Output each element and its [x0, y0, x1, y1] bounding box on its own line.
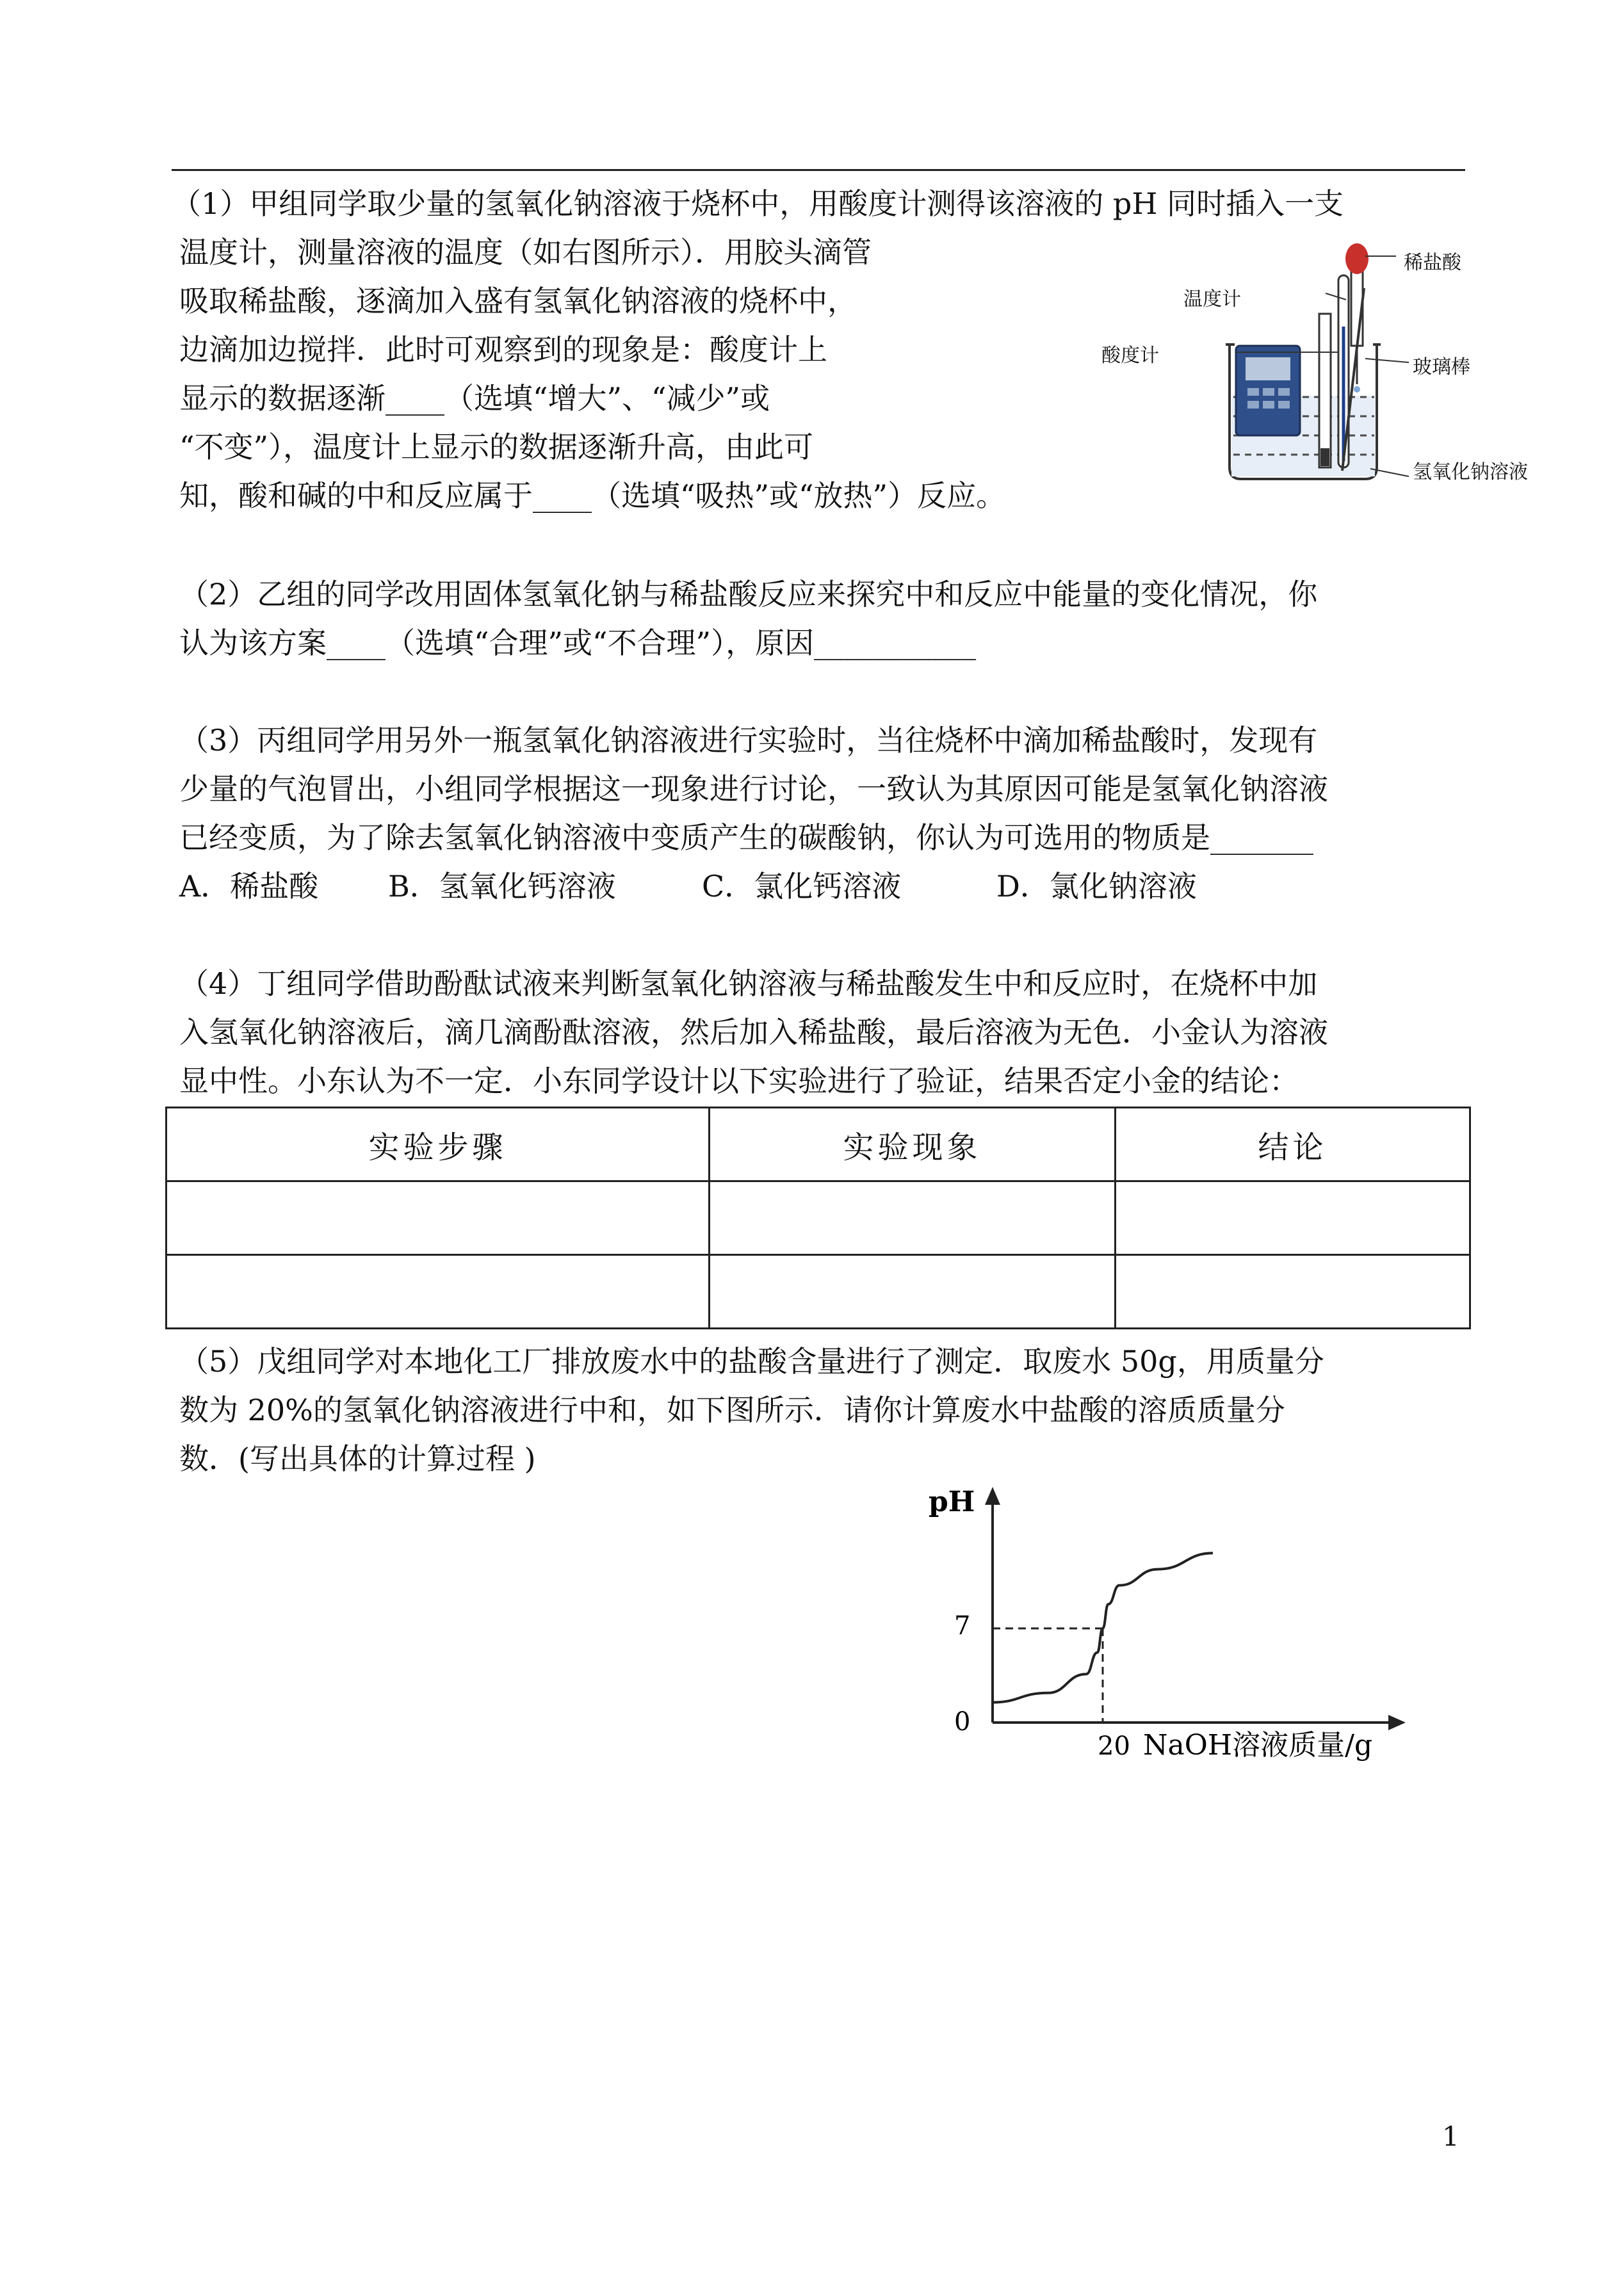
- table-cell-empty[interactable]: [1116, 1181, 1470, 1255]
- chart-y-axis-arrow: [985, 1487, 1000, 1505]
- table-row: [166, 1181, 1470, 1255]
- chart-xtick-20: 20: [1098, 1731, 1130, 1761]
- table-cell-empty[interactable]: [710, 1255, 1116, 1329]
- table-cell-empty[interactable]: [1116, 1255, 1470, 1329]
- q1-line1: （1）甲组同学取少量的氢氧化钠溶液于烧杯中，用酸度计测得该溶液的 pH 同时插入一支: [172, 186, 1344, 221]
- table-cell-empty[interactable]: [710, 1181, 1116, 1255]
- q5-line1: （5）戊组同学对本地化工厂排放废水中的盐酸含量进行了测定．取废水 50g，用质量分: [179, 1344, 1324, 1379]
- experiment-table: [165, 1107, 1471, 1329]
- figure-label-acid: 稀盐酸: [1404, 252, 1461, 274]
- table-header-conclusion: 结论: [1116, 1108, 1470, 1181]
- page-number: 1: [1442, 2121, 1459, 2152]
- q1-line5: 显示的数据逐渐____（选填“增大”、“减少”或: [179, 381, 770, 416]
- table-header-steps: 实验步骤: [166, 1108, 710, 1181]
- figure-label-thermometer: 温度计: [1183, 288, 1241, 311]
- chart-xlabel: NaOH溶液质量/g: [1143, 1729, 1373, 1762]
- q3-choice-b: B．氢氧化钙溶液: [388, 869, 616, 904]
- q4-line3: 显中性。小东认为不一定．小东同学设计以下实验进行了验证，结果否定小金的结论：: [179, 1064, 1299, 1098]
- table-header-phenomena: 实验现象: [710, 1108, 1116, 1181]
- q1-line4: 边滴加边搅拌．此时可观察到的现象是：酸度计上: [179, 332, 827, 367]
- q1-line3: 吸取稀盐酸，逐滴加入盛有氢氧化钠溶液的烧杯中，: [179, 284, 857, 318]
- q5-line2: 数为 20%的氢氧化钠溶液进行中和，如下图所示．请你计算废水中盐酸的溶质质量分: [179, 1393, 1285, 1427]
- q2-line2: 认为该方案____（选填“合理”或“不合理”），原因___________: [179, 626, 977, 660]
- q2-line1: （2）乙组的同学改用固体氢氧化钠与稀盐酸反应来探究中和反应中能量的变化情况，你: [179, 577, 1318, 612]
- chart-ytick-7: 7: [954, 1611, 971, 1641]
- q3-choice-c: C．氯化钙溶液: [702, 869, 902, 904]
- q4-line1: （4）丁组同学借助酚酞试液来判断氢氧化钠溶液与稀盐酸发生中和反应时，在烧杯中加: [179, 966, 1318, 1001]
- q5-line3: 数．(写出具体的计算过程 ): [179, 1441, 536, 1476]
- chart-x-axis-arrow: [1388, 1715, 1406, 1730]
- q1-line6: “不变”），温度计上显示的数据逐渐升高，由此可: [179, 430, 814, 464]
- q3-choice-a: A．稀盐酸: [179, 869, 319, 904]
- q1-line2: 温度计，测量溶液的温度（如右图所示）．用胶头滴管: [179, 235, 872, 270]
- figure-label-meter: 酸度计: [1101, 345, 1159, 367]
- q3-line2: 少量的气泡冒出，小组同学根据这一现象进行讨论，一致认为其原因可能是氢氧化钠溶液: [179, 772, 1328, 806]
- q3-line3: 已经变质，为了除去氢氧化钠溶液中变质产生的碳酸钠，你认为可选用的物质是_______: [179, 820, 1313, 855]
- table-cell-empty[interactable]: [166, 1255, 710, 1329]
- table-header-row: [166, 1108, 1470, 1181]
- figure-label-rod: 玻璃棒: [1413, 356, 1470, 378]
- chart-ylabel: pH: [929, 1486, 975, 1518]
- table-row: [166, 1255, 1470, 1329]
- q3-choice-d: D．氯化钠溶液: [996, 869, 1197, 904]
- ph-chart: [922, 1473, 1409, 1780]
- table-cell-empty[interactable]: [166, 1181, 710, 1255]
- top-rule: [172, 169, 1465, 171]
- q1-line7: 知，酸和碱的中和反应属于____（选填“吸热”或“放热”）反应。: [179, 478, 1006, 513]
- q4-line2: 入氢氧化钠溶液后，滴几滴酚酞溶液，然后加入稀盐酸，最后溶液为无色．小金认为溶液: [179, 1015, 1328, 1050]
- figure-label-solution: 氢氧化钠溶液: [1413, 461, 1528, 483]
- q3-line1: （3）丙组同学用另外一瓶氢氧化钠溶液进行实验时，当往烧杯中滴加稀盐酸时，发现有: [179, 723, 1318, 758]
- chart-ytick-0: 0: [954, 1707, 971, 1737]
